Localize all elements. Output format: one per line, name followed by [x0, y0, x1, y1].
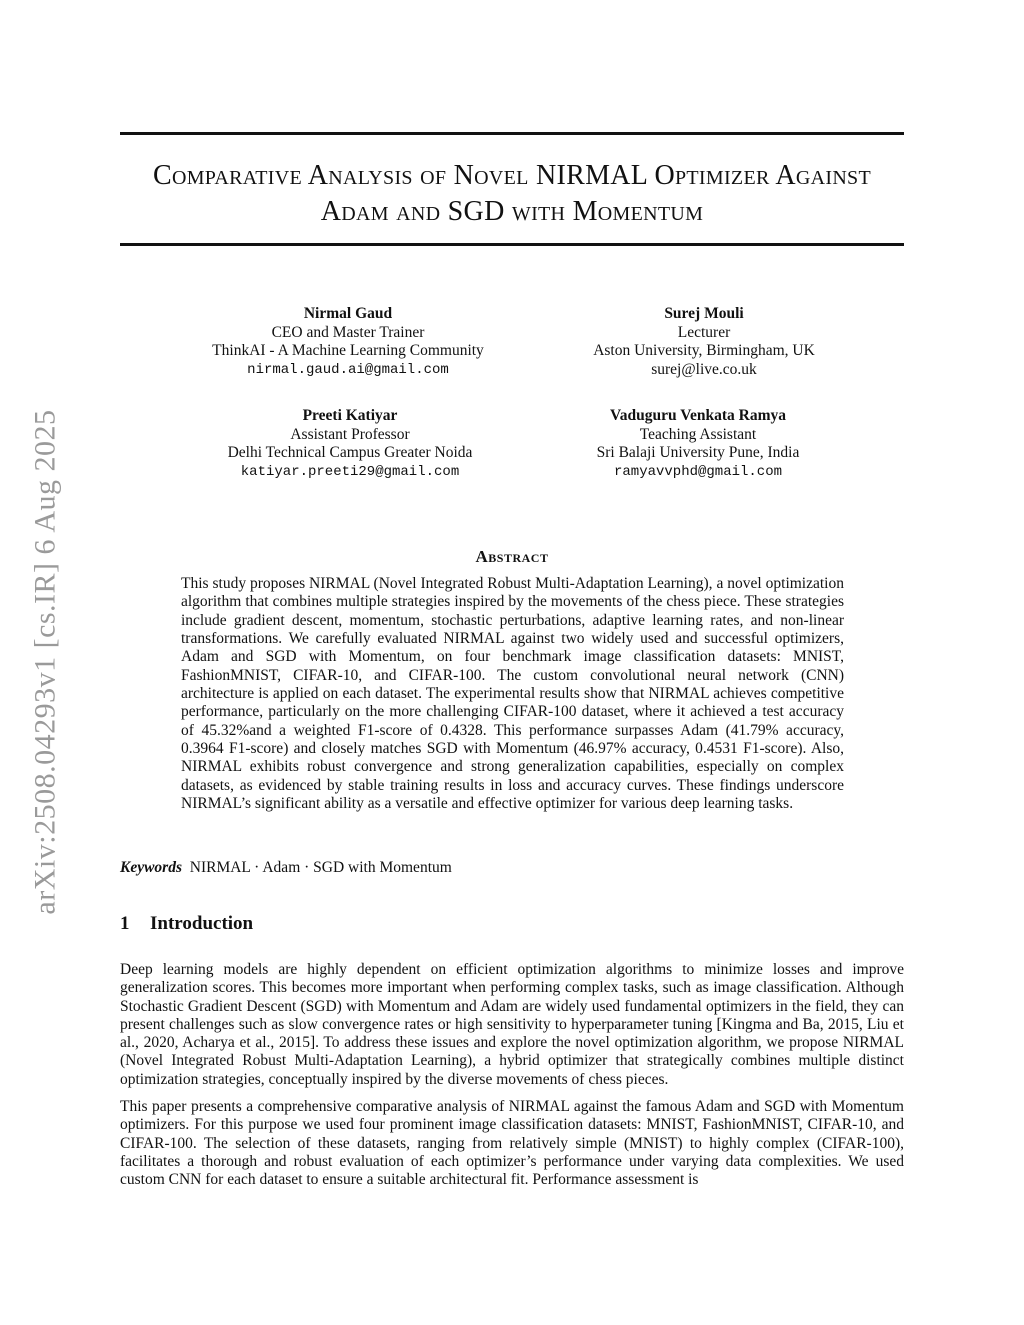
author-role: Teaching Assistant: [639, 425, 757, 443]
keywords-line: [120, 859, 904, 877]
section-title: Introduction: [150, 913, 254, 934]
author-role: CEO and Master Trainer: [271, 323, 425, 341]
paragraph: Deep learning models are highly dependent on efficient optimization algorithms to minimize losses and improve generalization scores. This becomes more important when performing complex tasks, such as image classification. Although Stochastic Gradient Descent (SGD) with Momentum and Adam are widely used fundamental optimizers in the field, they can present challenges such as slow convergence rates or high sensitivity to hyperparameter tuning [Kingma and Ba, 2015, Liu et al., 2020, Acharya et al., 2015]. To address these issues and explore the novel optimization algorithm, we propose NIRMAL (Novel Integrated Robust Multi-Adaptation Learning), a hybrid optimizer that strategically combines multiple distinct optimization strategies, conceptually inspired by the diverse movements of chess pieces.: [120, 961, 904, 1088]
author-affiliation: Delhi Technical Campus Greater Noida: [227, 444, 473, 461]
author-affiliation: Sri Balaji University Pune, India: [596, 444, 800, 461]
author-name: Nirmal Gaud: [303, 305, 393, 322]
author-email[interactable]: nirmal.gaud.ai@gmail.com: [247, 361, 449, 378]
author-email[interactable]: katiyar.preeti29@gmail.com: [240, 463, 460, 480]
abstract-text: This study proposes NIRMAL (Novel Integrated Robust Multi-Adaptation Learning), a novel optimization algorithm that combines multiple strategies inspired by the movements of the chess piece. These strategies include gradient descent, momentum, stochastic perturbations, adaptive learning rates, and non-linear transformations. We carefully evaluated NIRMAL against two widely used and successful optimizers, Adam and SGD with Momentum, on four benchmark image classification datasets: MNIST, FashionMNIST, CIFAR-10, and CIFAR-100. The custom convolutional neural network (CNN) architecture is applied on each dataset. The experimental results show that NIRMAL achieves competitive performance, particularly on the more challenging CIFAR-100 dataset, where it achieved a test accuracy of 45.32%and a weighted F1-score of 0.4328. This performance surpasses Adam (41.79% accuracy, 0.3964 F1-score) and closely matches SGD with Momentum (46.97% accuracy, 0.4531 F1-score). Also, NIRMAL exhibits robust convergence and strong generalization capabilities, especially on complex datasets, as evidenced by stable training results in loss and accuracy curves. These findings underscore NIRMAL’s significant ability as a versatile and effective optimizer for various deep learning tasks.: [181, 575, 844, 813]
author-role: Lecturer: [677, 323, 731, 341]
arxiv-identifier-text: arXiv:2508.04293v1 [cs.IR] 6 Aug 2025: [29, 409, 62, 915]
author-name: Vaduguru Venkata Ramya: [609, 407, 786, 424]
arxiv-identifier: [16, 382, 76, 942]
section-number: 1: [120, 913, 130, 934]
title-top-rule: [120, 132, 904, 135]
keywords-text: NIRMAL · Adam · SGD with Momentum: [189, 859, 452, 876]
author-email[interactable]: surej@live.co.uk: [651, 360, 757, 378]
keywords-label: Keywords: [120, 859, 182, 876]
author-role: Assistant Professor: [290, 425, 410, 443]
section-body: [120, 961, 904, 1199]
paragraph: This paper presents a comprehensive comparative analysis of NIRMAL against the famous Adam and SGD with Momentum optimizers. For this purpose we used four prominent image classification datasets: MNIST, FashionMNIST, CIFAR-10, and CIFAR-100. The selection of these datasets, ranging from relatively simple (MNIST) to highly complex (CIFAR-100), facilitates a thorough and robust evaluation of each optimizer’s performance under varying data complexities. We used custom CNN for each dataset to ensure a suitable architectural fit. Performance assessment is: [120, 1098, 904, 1189]
author-email[interactable]: ramyavvphd@gmail.com: [613, 463, 783, 480]
author-block-2: [494, 305, 914, 379]
author-name: Surej Mouli: [664, 305, 744, 322]
author-block-4: [488, 407, 908, 481]
section-heading: [120, 913, 253, 935]
title-bottom-rule: [120, 243, 904, 246]
author-affiliation: ThinkAI - A Machine Learning Community: [212, 342, 484, 359]
abstract-heading: Abstract: [475, 547, 549, 566]
author-name: Preeti Katiyar: [302, 407, 398, 424]
paper-title: Comparative Analysis of Novel NIRMAL Optimizer Against Adam and SGD with Momentum: [152, 160, 872, 227]
author-affiliation: Aston University, Birmingham, UK: [593, 342, 815, 359]
